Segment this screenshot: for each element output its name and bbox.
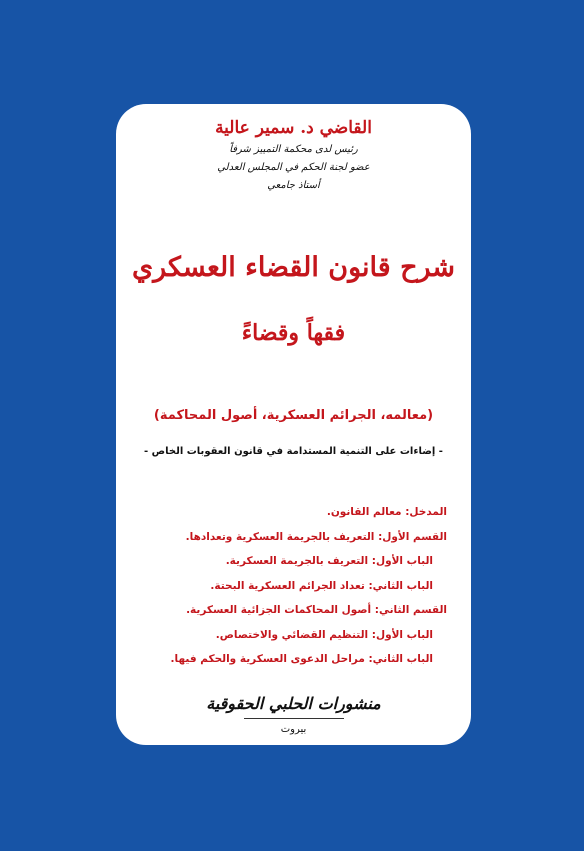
contents-list (137, 500, 447, 672)
author-role: عضو لجنة الحكم في المجلس العدلي (217, 162, 370, 173)
author-role: أستاذ جامعي (267, 180, 320, 191)
contents-item: الباب الأول: التنظيم القضائي والاختصاص. (215, 628, 433, 641)
publisher-city: بيروت (280, 724, 307, 735)
book-subtitle: فقهاً وقضاءً (241, 320, 346, 346)
author-name: القاضي د. سمير عالية (215, 118, 372, 138)
contents-item: القسم الأول: التعريف بالجريمة العسكرية وتعدادها. (185, 530, 447, 543)
book-title: شرح قانون القضاء العسكري (131, 252, 456, 283)
book-topics: (معالمه، الجرائم العسكرية، أصول المحاكمة) (153, 408, 434, 423)
cover-panel (116, 104, 471, 745)
book-tagline: - إضاءات على التنمية المستدامة في قانون العقوبات الخاص - (144, 446, 443, 457)
contents-item: الباب الأول: التعريف بالجريمة العسكرية. (225, 555, 433, 567)
publisher-logo: منشورات الحلبي الحقوقية (206, 694, 381, 713)
contents-item: الباب الثاني: مراحل الدعوى العسكرية والحكم فيها. (170, 653, 433, 665)
author-role: رئيس لدى محكمة التمييز شرفاً (229, 144, 358, 155)
contents-item: الباب الثاني: تعداد الجرائم العسكرية البحتة. (210, 579, 433, 592)
publisher-divider (244, 718, 344, 719)
contents-item: القسم الثاني: أصول المحاكمات الجزائية العسكرية. (186, 604, 447, 616)
contents-item: المدخل: معالم القانون. (326, 506, 447, 518)
